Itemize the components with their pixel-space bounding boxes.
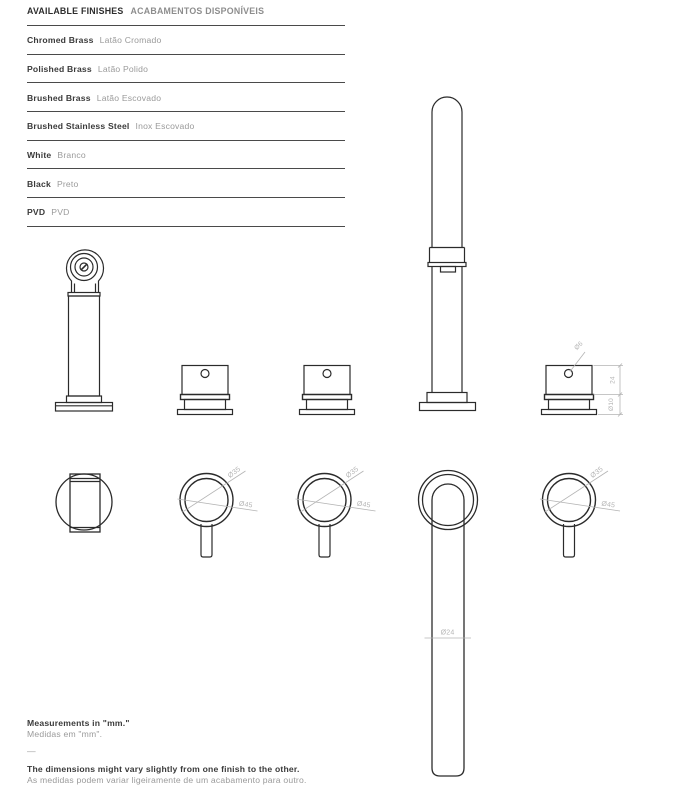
dimension-label-outer: Ø45 xyxy=(238,500,254,510)
mixer-top-detail-lines xyxy=(70,479,100,528)
handle-outer-circle xyxy=(543,474,596,527)
handle-stem xyxy=(564,524,575,557)
finish-name-pt: Latão Cromado xyxy=(99,35,162,46)
mixer-side-view xyxy=(56,250,113,411)
handle-band xyxy=(545,395,594,400)
mixer-knob-circle xyxy=(56,474,112,530)
measurements-note-pt: Medidas em "mm". xyxy=(27,729,103,739)
spout-base-plate xyxy=(420,403,476,411)
dimensions-note-en: The dimensions might vary slightly from one finish to the other. xyxy=(27,764,300,774)
spout-top-view xyxy=(419,471,478,777)
finish-name-en: Brushed Brass xyxy=(27,92,91,103)
finish-name-pt: PVD xyxy=(51,207,70,218)
handle-set-screw xyxy=(565,370,573,378)
finish-name-pt: Latão Escovado xyxy=(96,92,162,103)
finish-name-pt: Latão Polido xyxy=(97,64,149,75)
finish-name-pt: Branco xyxy=(57,150,86,161)
finish-name-en: Chromed Brass xyxy=(27,35,94,46)
dimension-label-inner: Ø35 xyxy=(344,465,361,480)
finish-name-en: Polished Brass xyxy=(27,64,92,75)
screw-leader-line xyxy=(570,352,585,372)
handle-inner-circle xyxy=(548,479,591,522)
finish-name-en: Black xyxy=(27,178,51,189)
handle-base-plate xyxy=(178,410,233,415)
section-title-pt: ACABAMENTOS DISPONÍVEIS xyxy=(130,6,265,16)
spout-base-inner-ring xyxy=(423,475,474,526)
finish-name-pt: Inox Escovado xyxy=(135,121,195,132)
handle-band xyxy=(303,395,352,400)
handle-side-view-dimensioned xyxy=(542,340,624,416)
knob-screw-slot xyxy=(81,264,87,270)
handle-side-view xyxy=(300,366,355,415)
spout-tube-upper xyxy=(432,97,462,248)
handle-outer-circle xyxy=(298,474,351,527)
dimension-label-inner: Ø35 xyxy=(589,465,605,480)
handle-lower-block xyxy=(185,400,226,410)
handle-top-view xyxy=(540,466,620,557)
spout-base-step xyxy=(427,393,467,403)
dimension-label-height: 24 xyxy=(609,376,617,384)
handle-inner-circle xyxy=(185,479,228,522)
finish-name-pt: Preto xyxy=(56,178,79,189)
mixer-body-top xyxy=(70,474,100,532)
handle-lower-block xyxy=(549,400,590,410)
finish-name-en: Brushed Stainless Steel xyxy=(27,121,130,132)
mixer-top-view xyxy=(56,474,112,532)
spout-outlet-bar xyxy=(428,263,466,267)
handle-side-view xyxy=(178,366,233,415)
handle-inner-circle xyxy=(303,479,346,522)
handle-base-plate xyxy=(300,410,355,415)
dimension-label-outer: Ø45 xyxy=(356,500,372,510)
spout-collar xyxy=(430,248,465,263)
handle-outer-circle xyxy=(180,474,233,527)
dimension-label-inner: Ø35 xyxy=(226,465,243,480)
spout-base-outer-ring xyxy=(419,471,478,530)
handle-set-screw xyxy=(201,370,209,378)
mixer-bottom-band xyxy=(67,396,102,403)
spout-tube-lower xyxy=(432,267,462,393)
handle-top-view xyxy=(296,466,376,557)
measurements-note-en: Measurements in "mm." xyxy=(27,718,130,728)
handle-stem xyxy=(201,524,212,557)
finish-name-en: PVD xyxy=(27,207,46,218)
handle-lower-block xyxy=(307,400,348,410)
dimensions-note-pt: As medidas podem variar ligeiramente de um acabamento para outro. xyxy=(27,775,307,785)
dimension-label-spout: Ø24 xyxy=(440,629,455,637)
footer-divider: — xyxy=(27,746,36,756)
mixer-base-plate xyxy=(56,403,113,412)
section-title-en: AVAILABLE FINISHES xyxy=(27,6,124,16)
mixer-body xyxy=(69,296,100,396)
handle-set-screw xyxy=(323,370,331,378)
finish-name-en: White xyxy=(27,150,52,161)
dimension-label-screw: Ø6 xyxy=(573,340,585,352)
spout-outlet-notch xyxy=(441,267,456,273)
dimension-label-outer: Ø45 xyxy=(600,500,616,510)
footer-notes xyxy=(27,718,307,786)
spout-side-view xyxy=(420,97,476,411)
dimension-label-base: Ø10 xyxy=(608,398,615,411)
handle-base-plate xyxy=(542,410,597,415)
handle-top-view xyxy=(178,466,258,557)
handle-band xyxy=(181,395,230,400)
handle-stem xyxy=(319,524,330,557)
knob-yoke-lines xyxy=(75,284,96,293)
